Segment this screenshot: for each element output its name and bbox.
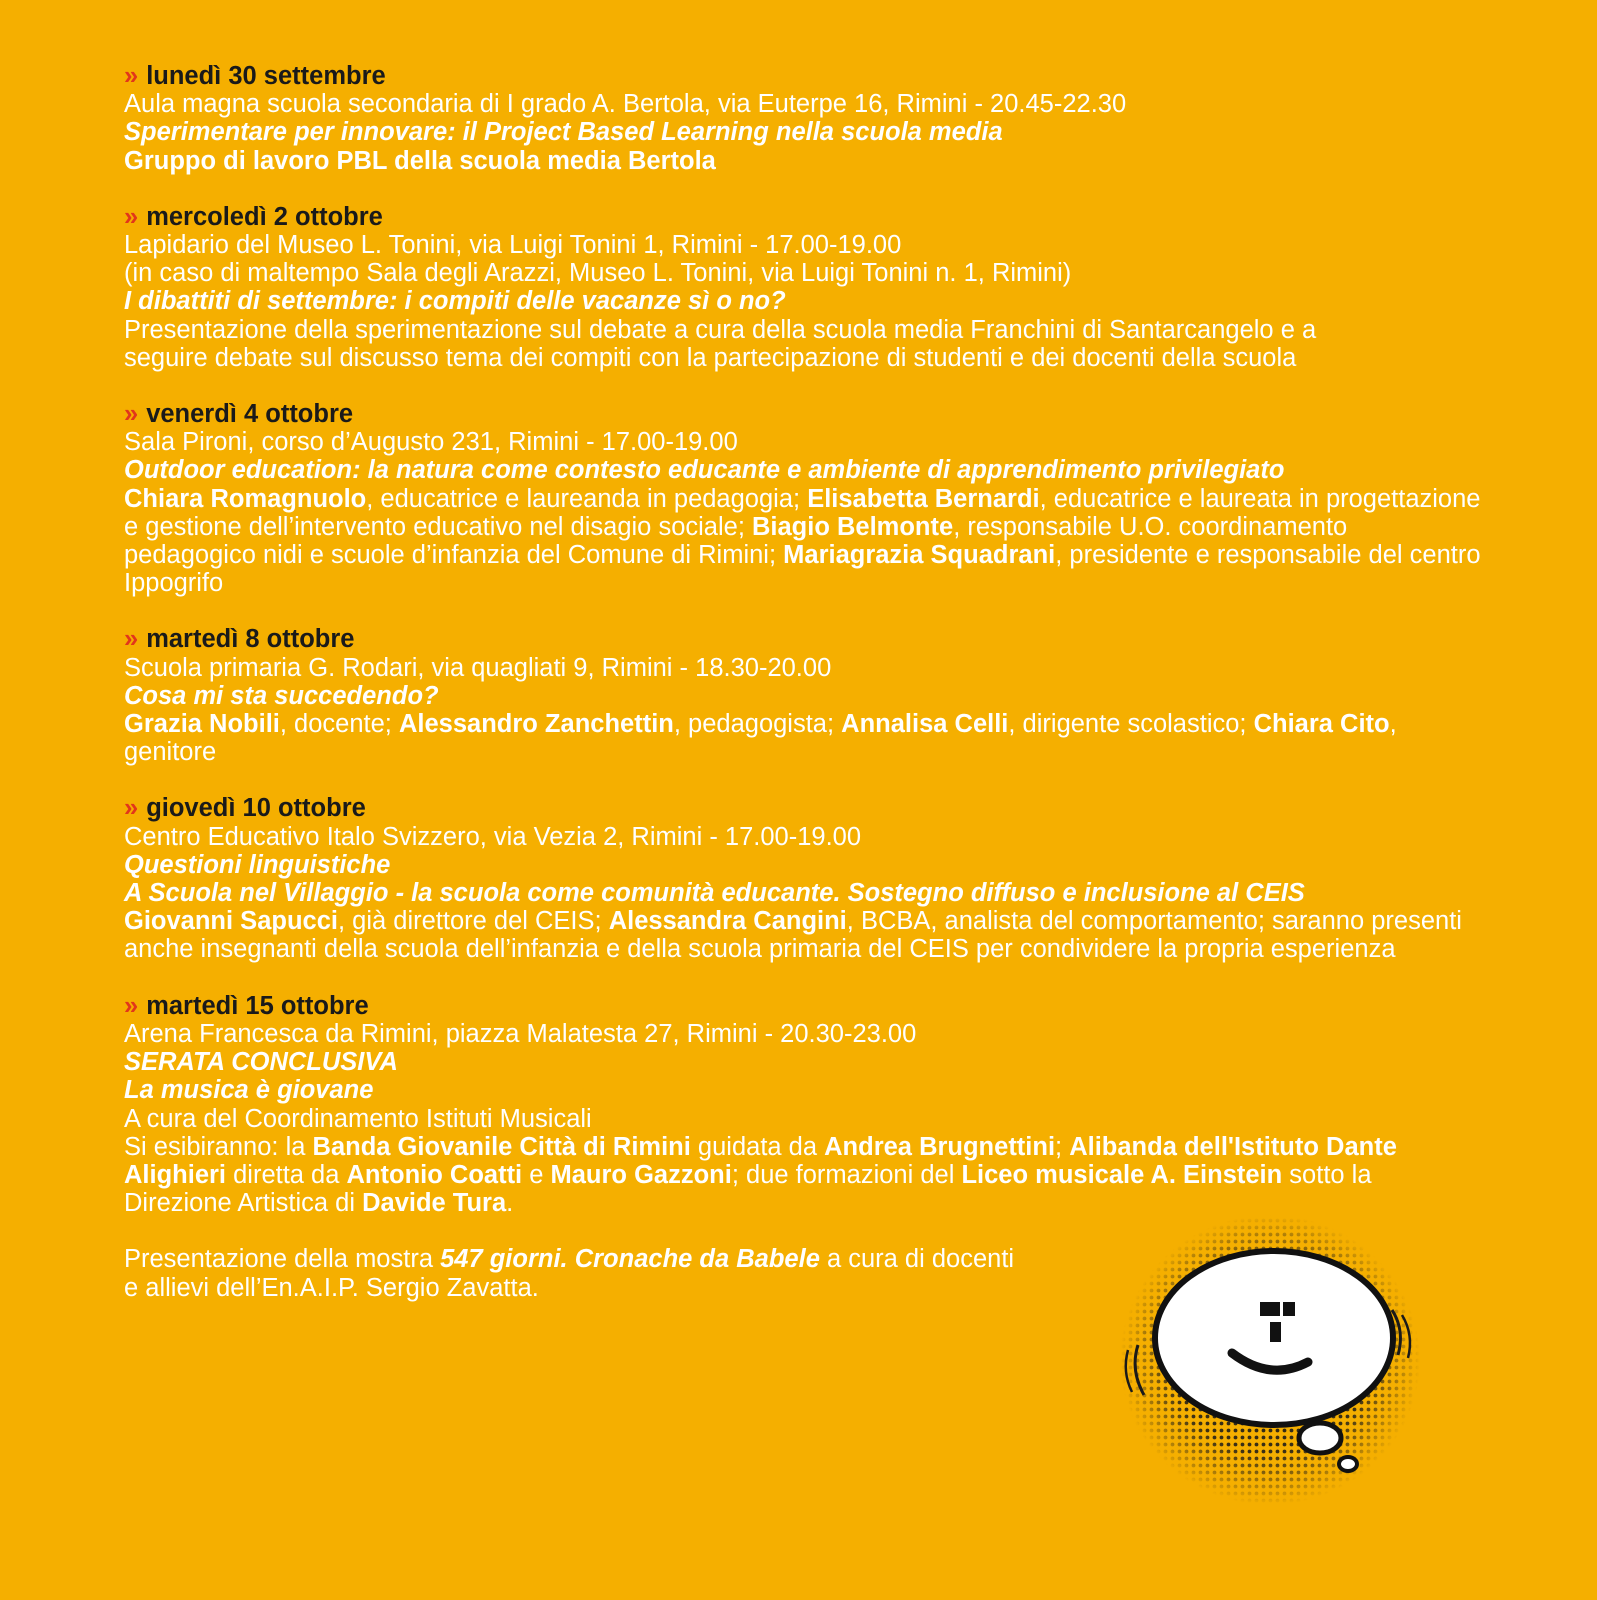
speaker-role: , BCBA, analista del comportamento; saranno presenti anche insegnanti della scuola dell’infanzia e della scuola primaria del CEIS per condividere la propria esperienza	[124, 907, 1462, 964]
event-title: SERATA CONCLUSIVA	[124, 1048, 398, 1077]
speaker-name: Giovanni Sapucci	[124, 907, 338, 936]
performer-name: Andrea Brugnettini	[824, 1132, 1056, 1161]
event-date: » giovedì 10 ottobre	[124, 794, 366, 823]
speaker-role: , pedagogista;	[673, 710, 842, 739]
event-1	[124, 62, 1484, 175]
event-venue: Arena Francesca da Rimini, piazza Malatesta 27, Rimini - 20.30-23.00	[124, 1019, 917, 1048]
event-title: Outdoor education: la natura come contesto educante e ambiente di apprendimento privilegiato	[124, 456, 1285, 485]
event-title: I dibattiti di settembre: i compiti delle vacanze sì o no?	[124, 287, 786, 316]
chevron-icon: »	[124, 794, 139, 823]
speaker-name: Chiara Cito	[1253, 710, 1390, 739]
speaker-role: , già direttore del CEIS;	[337, 907, 609, 936]
event-2	[124, 203, 1484, 372]
chevron-icon: »	[124, 400, 139, 429]
event-date: » venerdì 4 ottobre	[124, 400, 354, 429]
event-5	[124, 794, 1484, 963]
event-title: Sperimentare per innovare: il Project Based Learning nella scuola media	[124, 118, 1003, 147]
event-speakers: Gruppo di lavoro PBL della scuola media Bertola	[124, 146, 716, 175]
event-speakers	[124, 907, 1484, 963]
speaker-role: , dirigente scolastico;	[1008, 710, 1254, 739]
event-venue: Aula magna scuola secondaria di I grado A. Bertola, via Euterpe 16, Rimini - 20.45-22.30	[124, 90, 1127, 119]
speaker-role: , docente;	[279, 710, 399, 739]
event-curated-by: A cura del Coordinamento Istituti Musicali	[124, 1104, 592, 1133]
event-subtitle: La musica è giovane	[124, 1076, 374, 1105]
speaker-role: , educatrice e laureanda in pedagogia;	[366, 484, 808, 513]
event-speakers	[124, 485, 1484, 598]
chevron-icon: »	[124, 62, 139, 90]
event-subtitle: A Scuola nel Villaggio - la scuola come comunità educante. Sostegno diffuso e inclusione al CEIS	[124, 879, 1305, 908]
event-date: » martedì 15 ottobre	[124, 991, 369, 1020]
speaker-role: , genitore	[124, 710, 1397, 767]
speaker-name: Elisabetta Bernardi	[807, 484, 1040, 513]
event-title: Questioni linguistiche	[124, 850, 391, 879]
event-venue: Scuola primaria G. Rodari, via quagliati 9, Rimini - 18.30-20.00	[124, 653, 832, 682]
event-title: Cosa mi sta succedendo?	[124, 681, 439, 710]
program-list	[124, 62, 1484, 1302]
chevron-icon: »	[124, 202, 139, 231]
performer-name: Banda Giovanile Città di Rimini	[312, 1132, 691, 1161]
performer-name: Liceo musicale A. Einstein	[961, 1160, 1283, 1189]
speaker-role: , responsabile U.O. coordinamento pedagogico nidi e scuole d’infanzia del Comune di Rimini;	[124, 512, 1348, 570]
speaker-role: , presidente e responsabile del centro Ippogrifo	[124, 541, 1481, 598]
event-date: » martedì 8 ottobre	[124, 625, 355, 654]
exhibition-note: Presentazione della mostra 547 giorni. Cronache da Babele a cura di docenti e allievi dell’En.A.I.P. Sergio Zavatta.	[124, 1245, 1015, 1302]
speaker-role: , educatrice e laureata in progettazione e gestione dell’intervento educativo nel disagio sociale;	[124, 484, 1481, 541]
event-venue: Sala Pironi, corso d’Augusto 231, Rimini - 17.00-19.00	[124, 428, 738, 457]
performer-name: Mauro Gazzoni	[550, 1160, 732, 1189]
speaker-name: Chiara Romagnuolo	[124, 484, 367, 513]
performer-name: Davide Tura	[362, 1189, 507, 1218]
event-performers: Si esibiranno: la Banda Giovanile Città di Rimini guidata da Andrea Brugnettini; Alibanda dell'Istituto Dante Alighieri diretta da Antonio Coatti e Mauro Gazzoni; due formazioni del Liceo musicale A. Einstein sotto la Direzione Artistica di Davide Tura.	[124, 1132, 1397, 1218]
event-description-line-2: seguire debate sul discusso tema dei compiti con la partecipazione di studenti e dei docenti della scuola	[124, 343, 1297, 372]
smiley-thought-bubble-icon	[1120, 1210, 1440, 1510]
event-3	[124, 400, 1484, 597]
event-date: » mercoledì 2 ottobre	[124, 202, 383, 231]
speaker-name: Grazia Nobili	[124, 710, 280, 739]
event-description-line-1: Presentazione della sperimentazione sul debate a cura della scuola media Franchini di Santarcangelo e a	[124, 315, 1317, 344]
performer-name: Antonio Coatti	[346, 1160, 523, 1189]
exhibition-title: 547 giorni. Cronache da Babele	[440, 1245, 820, 1274]
speaker-name: Alessandra Cangini	[608, 907, 847, 936]
event-6	[124, 992, 1484, 1218]
event-date: » lunedì 30 settembre	[124, 62, 386, 90]
chevron-icon: »	[124, 991, 139, 1020]
speaker-name: Annalisa Celli	[841, 710, 1009, 739]
speaker-name: Biagio Belmonte	[752, 512, 954, 541]
event-speakers	[124, 710, 1484, 766]
performer-name: Alibanda dell'Istituto Dante Alighieri	[124, 1132, 1397, 1189]
speaker-name: Alessandro Zanchettin	[398, 710, 674, 739]
event-venue-note: (in caso di maltempo Sala degli Arazzi, Museo L. Tonini, via Luigi Tonini n. 1, Rimini)	[124, 259, 1072, 288]
event-4	[124, 625, 1484, 766]
chevron-icon: »	[124, 625, 139, 654]
event-venue: Centro Educativo Italo Svizzero, via Vezia 2, Rimini - 17.00-19.00	[124, 822, 862, 851]
event-venue: Lapidario del Museo L. Tonini, via Luigi Tonini 1, Rimini - 17.00-19.00	[124, 231, 902, 260]
speaker-name: Mariagrazia Squadrani	[783, 541, 1056, 570]
